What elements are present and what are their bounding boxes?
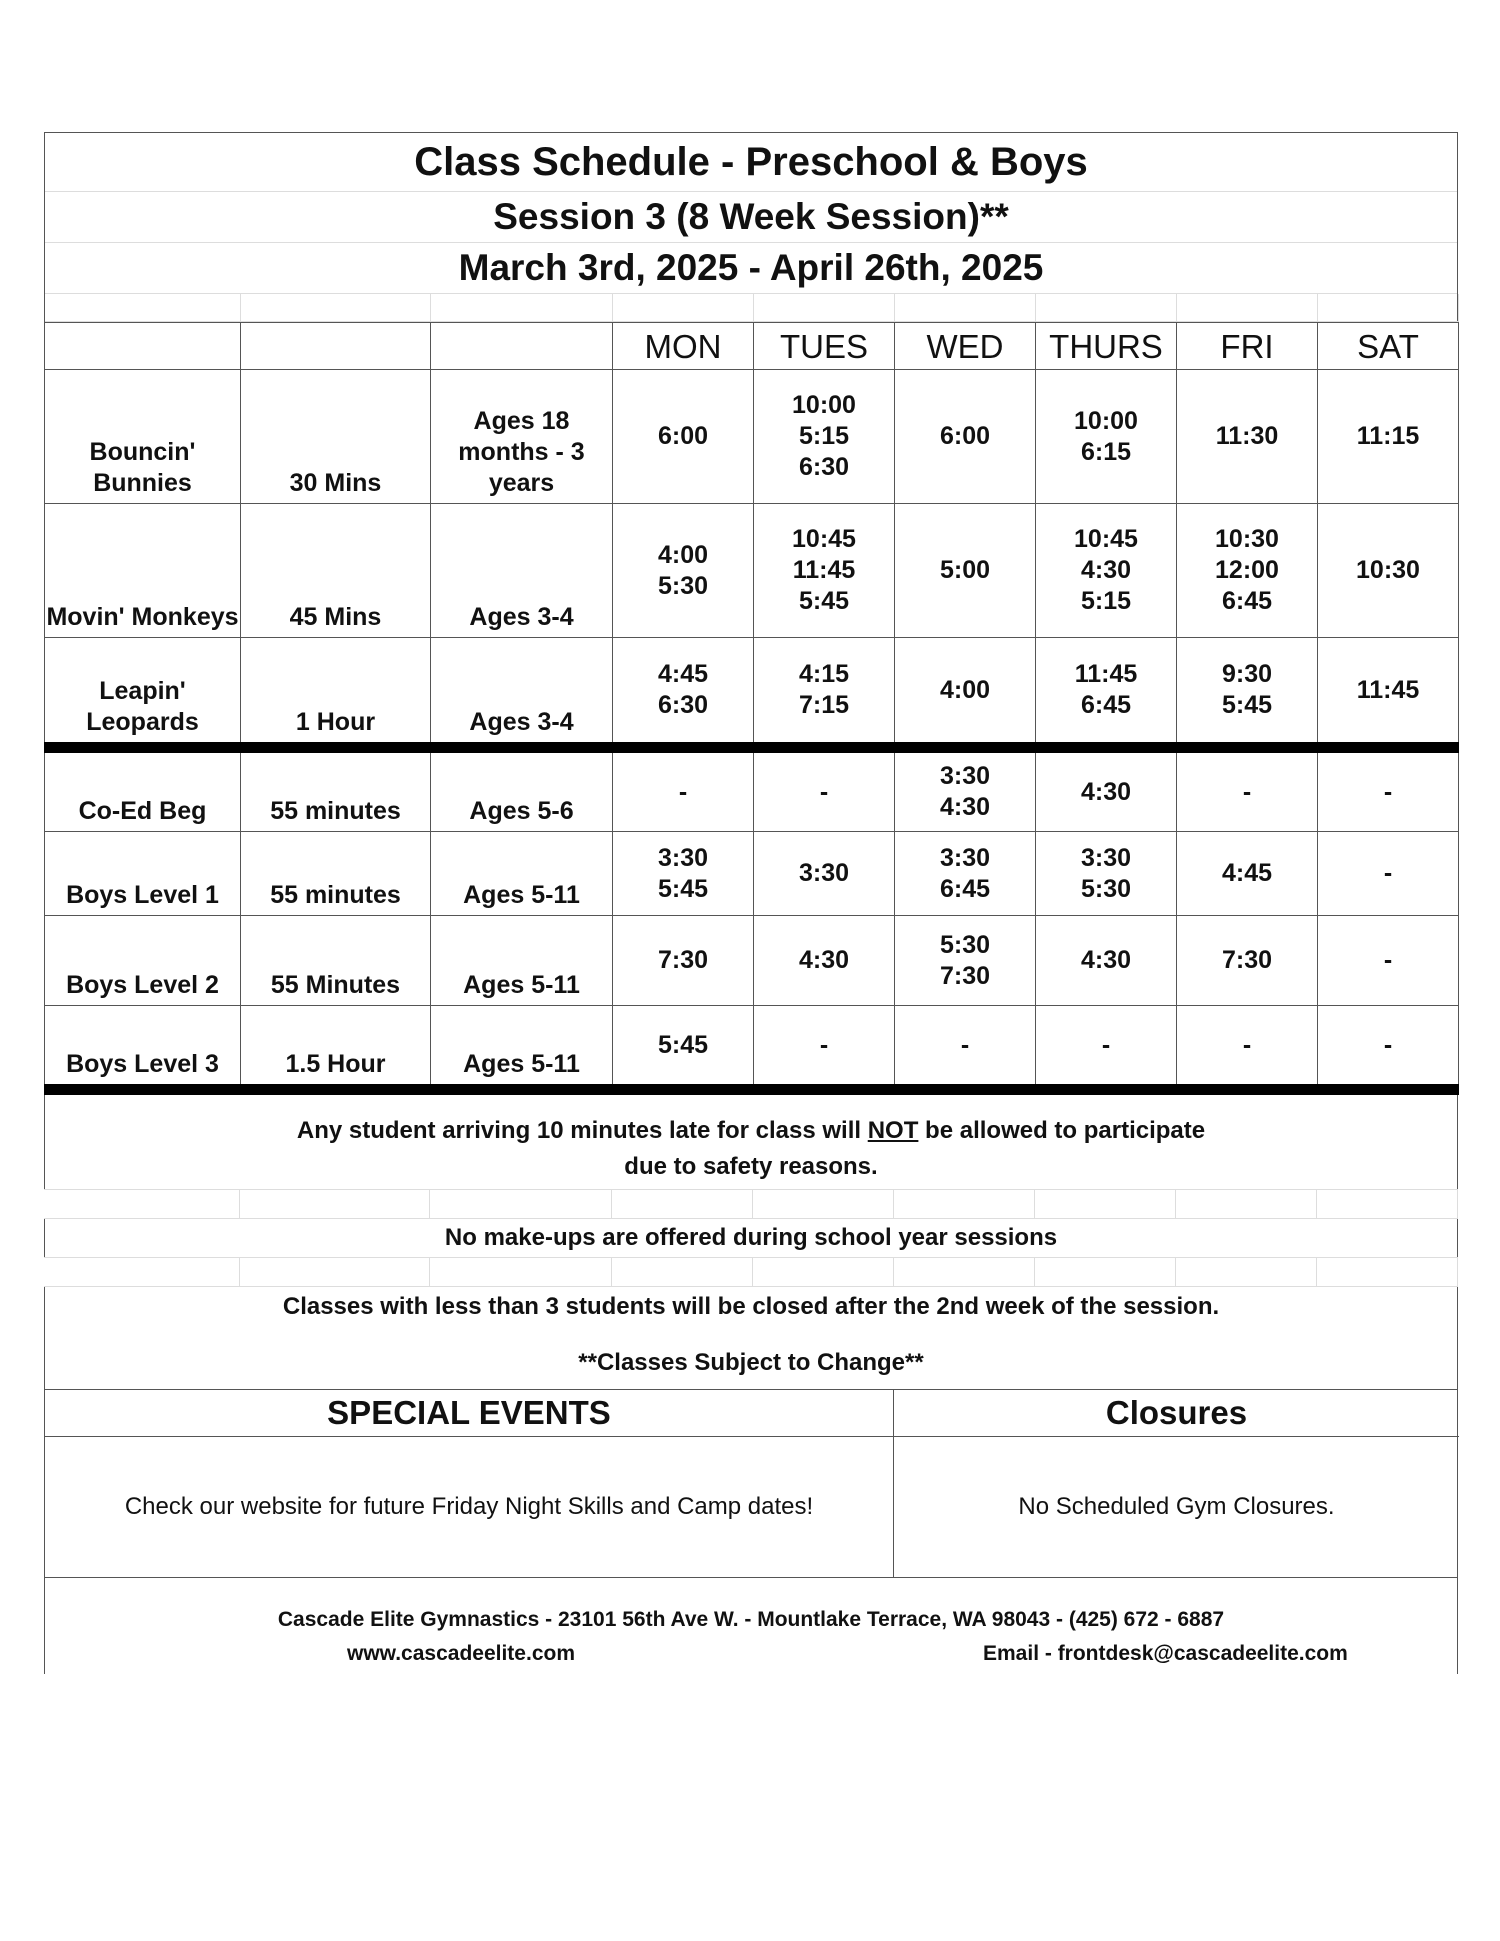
- special-events-body: Check our website for future Friday Night Skills and Camp dates!: [124, 1493, 814, 1520]
- class-time-cell: 10:45 4:30 5:15: [1036, 504, 1177, 638]
- class-time-cell: 7:30: [613, 916, 754, 1006]
- class-time-cell: 4:00: [895, 638, 1036, 748]
- class-time-cell: 9:30 5:45: [1177, 638, 1318, 748]
- late-notice-line2: due to safety reasons.: [624, 1153, 878, 1180]
- subject-to-change-notice: **Classes Subject to Change**: [578, 1349, 924, 1376]
- class-ages: Ages 18 months - 3 years: [431, 370, 613, 504]
- class-ages: Ages 5-11: [431, 832, 613, 916]
- session-dates: March 3rd, 2025 - April 26th, 2025: [45, 243, 1457, 294]
- class-duration: 55 minutes: [241, 832, 431, 916]
- class-time-cell: 3:30: [754, 832, 895, 916]
- day-header-fri: FRI: [1177, 323, 1318, 370]
- class-row: [45, 832, 1459, 916]
- class-time-cell: -: [754, 1006, 895, 1090]
- closed-block: [44, 1287, 1458, 1389]
- day-header-sat: SAT: [1318, 323, 1459, 370]
- class-row: [45, 370, 1459, 504]
- schedule-body: [45, 323, 1459, 1090]
- class-time-cell: 3:30 6:45: [895, 832, 1036, 916]
- class-time-cell: 11:45: [1318, 638, 1459, 748]
- empty-header-cell: [241, 323, 431, 370]
- class-time-cell: 4:30: [1036, 916, 1177, 1006]
- class-time-cell: 6:00: [613, 370, 754, 504]
- class-duration: 55 minutes: [241, 748, 431, 832]
- schedule-header: [44, 132, 1458, 322]
- class-time-cell: -: [1318, 916, 1459, 1006]
- class-duration: 45 Mins: [241, 504, 431, 638]
- class-row: [45, 638, 1459, 748]
- class-time-cell: -: [1177, 748, 1318, 832]
- class-duration: 1.5 Hour: [241, 1006, 431, 1090]
- makeups-notice: No make-ups are offered during school year sessions: [444, 1224, 1058, 1251]
- class-time-cell: -: [1318, 748, 1459, 832]
- class-time-cell: 6:00: [895, 370, 1036, 504]
- notice-spacer: [44, 1189, 1458, 1219]
- day-header-mon: MON: [613, 323, 754, 370]
- notices-block: [44, 1095, 1458, 1189]
- closed-notice: Classes with less than 3 students will be closed after the 2nd week of the session.: [282, 1293, 1220, 1320]
- class-name: Leapin' Leopards: [45, 638, 241, 748]
- late-notice: [45, 1095, 1457, 1149]
- day-header-wed: WED: [895, 323, 1036, 370]
- class-duration: 1 Hour: [241, 638, 431, 748]
- empty-header-cell: [45, 323, 241, 370]
- class-time-cell: -: [1318, 1006, 1459, 1090]
- header-spacer-row: [45, 294, 1457, 322]
- closures-title: Closures: [894, 1390, 1459, 1437]
- class-name: Bouncin' Bunnies: [45, 370, 241, 504]
- class-time-cell: 4:30: [754, 916, 895, 1006]
- schedule-sheet: [44, 132, 1458, 1674]
- closures-body: No Scheduled Gym Closures.: [1018, 1493, 1335, 1520]
- class-time-cell: 3:30 4:30: [895, 748, 1036, 832]
- class-ages: Ages 3-4: [431, 638, 613, 748]
- class-name: Boys Level 3: [45, 1006, 241, 1090]
- class-time-cell: 10:30: [1318, 504, 1459, 638]
- class-name: Boys Level 1: [45, 832, 241, 916]
- class-ages: Ages 5-11: [431, 916, 613, 1006]
- day-header-row: [45, 323, 1459, 370]
- class-time-cell: 7:30: [1177, 916, 1318, 1006]
- class-time-cell: -: [613, 748, 754, 832]
- footer-address: Cascade Elite Gymnastics - 23101 56th Ave W. - Mountlake Terrace, WA 98043 - (425) 672 - 6887: [277, 1608, 1225, 1631]
- class-time-cell: -: [754, 748, 895, 832]
- late-notice-emphasis: NOT: [867, 1117, 919, 1144]
- class-time-cell: 5:00: [895, 504, 1036, 638]
- class-row: [45, 1006, 1459, 1090]
- class-name: Co-Ed Beg: [45, 748, 241, 832]
- class-time-cell: 5:45: [613, 1006, 754, 1090]
- session-title: Session 3 (8 Week Session)**: [45, 192, 1457, 243]
- class-time-cell: -: [895, 1006, 1036, 1090]
- class-time-cell: 10:00 6:15: [1036, 370, 1177, 504]
- late-notice-pre: Any student arriving 10 minutes late for class will: [296, 1117, 868, 1144]
- special-events-title: SPECIAL EVENTS: [45, 1390, 893, 1437]
- class-duration: 55 Minutes: [241, 916, 431, 1006]
- day-header-thurs: THURS: [1036, 323, 1177, 370]
- class-row: [45, 504, 1459, 638]
- class-time-cell: 4:00 5:30: [613, 504, 754, 638]
- class-row: [45, 916, 1459, 1006]
- page-title: Class Schedule - Preschool & Boys: [45, 133, 1457, 192]
- class-row: [45, 748, 1459, 832]
- class-duration: 30 Mins: [241, 370, 431, 504]
- class-ages: Ages 3-4: [431, 504, 613, 638]
- special-events-panel: [45, 1390, 894, 1577]
- class-ages: Ages 5-11: [431, 1006, 613, 1090]
- class-time-cell: -: [1177, 1006, 1318, 1090]
- class-time-cell: -: [1036, 1006, 1177, 1090]
- class-time-cell: 4:45: [1177, 832, 1318, 916]
- class-time-cell: 10:00 5:15 6:30: [754, 370, 895, 504]
- notice-spacer: [44, 1257, 1458, 1287]
- events-section: [44, 1389, 1458, 1578]
- class-time-cell: 3:30 5:45: [613, 832, 754, 916]
- closures-panel: [894, 1390, 1459, 1577]
- day-header-tues: TUES: [754, 323, 895, 370]
- class-time-cell: 3:30 5:30: [1036, 832, 1177, 916]
- class-time-cell: 4:15 7:15: [754, 638, 895, 748]
- class-time-cell: 10:30 12:00 6:45: [1177, 504, 1318, 638]
- footer-website: www.cascadeelite.com: [347, 1642, 575, 1665]
- late-notice-post: be allowed to participate: [918, 1117, 1206, 1144]
- class-name: Boys Level 2: [45, 916, 241, 1006]
- class-time-cell: 5:30 7:30: [895, 916, 1036, 1006]
- class-time-cell: 4:45 6:30: [613, 638, 754, 748]
- class-time-cell: 10:45 11:45 5:45: [754, 504, 895, 638]
- footer-email: Email - frontdesk@cascadeelite.com: [983, 1642, 1348, 1665]
- class-name: Movin' Monkeys: [45, 504, 241, 638]
- footer: [44, 1578, 1458, 1674]
- makeups-block: [44, 1219, 1458, 1257]
- schedule-table: [44, 322, 1459, 1095]
- class-time-cell: 4:30: [1036, 748, 1177, 832]
- class-time-cell: 11:15: [1318, 370, 1459, 504]
- class-time-cell: 11:45 6:45: [1036, 638, 1177, 748]
- empty-header-cell: [431, 323, 613, 370]
- class-time-cell: -: [1318, 832, 1459, 916]
- class-ages: Ages 5-6: [431, 748, 613, 832]
- class-time-cell: 11:30: [1177, 370, 1318, 504]
